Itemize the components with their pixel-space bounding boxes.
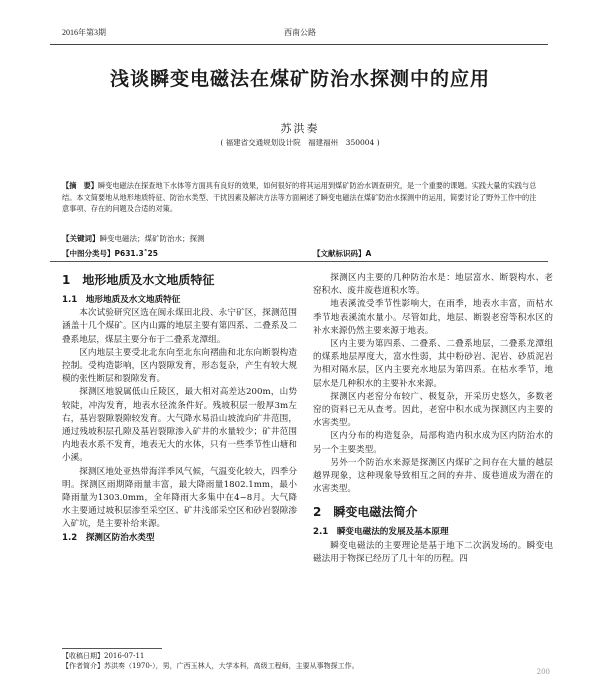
right-column — [313, 272, 553, 566]
paragraph: 区内主要为第四系、二叠系、二叠系地层，二叠系龙潭组的煤系地层厚度大，富水性弱，其中粉砂岩、泥岩、砂质泥岩为相对隔水层，区内主要充水地层为第四系。在枯水季节，地层水是几种积水的主要补水来源。 — [313, 339, 553, 389]
doc-code-value: A — [365, 249, 372, 258]
abstract — [62, 180, 542, 215]
footnote-author-bio: 【作者简介】苏洪奏（1970-），男，广西玉林人，大学本科，高级工程师，主要从事物探工作。 — [62, 662, 359, 670]
running-header-journal: 西南公路 — [284, 28, 316, 37]
keywords-label: 【关键词】 — [62, 234, 100, 243]
abstract-label: 【摘 要】 — [62, 181, 98, 190]
paragraph: 地表溪流受季节性影响大，在雨季，地表水丰富，而枯水季节地表溪流水量小。尽管如此，地层、断裂老窑等积水区的补水来源仍然主要来源于地表。 — [313, 299, 553, 336]
author-affiliation: ( 福建省交通规划设计院 福建福州 350004 ) — [220, 138, 380, 147]
clc-label: 【中图分类号】 — [62, 249, 115, 258]
article-author: 苏洪奏 — [280, 122, 320, 135]
section-1-heading: 1 地形地质及水文地质特征 — [62, 273, 215, 287]
running-header-issue: 2016年第3期 — [62, 28, 106, 37]
footnote-received: 【收稿日期】2016-07-11 — [62, 652, 145, 660]
section-1-2-heading: 1.2 探测区防治水类型 — [62, 532, 155, 543]
doc-code-label: 【文献标识码】 — [313, 249, 366, 258]
footnote-divider — [62, 648, 162, 649]
section-2-1-heading: 2.1 瞬变电磁法的发展及基本原理 — [313, 527, 449, 538]
paragraph: 探测区地貌属低山丘陵区，最大相对高差达200m，山势较陡，冲沟发育，地表水径流条件好。残坡积层一般厚3m左右，基岩裂隙裂隙较发育。大气降水易沿山坡流向矿井范围，通过残坡积层孔隙及基岩裂隙渗入矿井的水量较少；矿井范围内地表水系不发育，地表无大的水体，只有一些季节性山塘和小溪。 — [62, 387, 297, 464]
paragraph: 探测区内老窑分布较广、极复杂，开采历史悠久，多数老窑的资料已无从查考。因此，老窑中积水成为探测区内主要的水害类型。 — [313, 391, 553, 429]
paragraph: 探测区内主要的几种防治水是：地层富水、断裂构水、老窑积水、废井废巷道积水等。 — [313, 273, 553, 297]
left-column — [62, 272, 297, 545]
clc-code — [62, 248, 158, 259]
paragraph: 区内分布的构造复杂，局部构造内积水成为区内防治水的另一个主要类型。 — [313, 431, 553, 455]
paragraph: 本次试验研究区选在闽永煤田北段、永宁矿区，探测范围涵盖十几个煤矿。区内山露的地层主要有第四系、二叠系及二叠系地层，煤层主要分布于二叠系龙潭组。 — [62, 308, 297, 345]
keywords-text: 瞬变电磁法；煤矿防治水；探测 — [99, 234, 205, 243]
article-title: 浅谈瞬变电磁法在煤矿防治水探测中的应用 — [109, 68, 490, 90]
abstract-text: 瞬变电磁法在探查地下水体等方面具有良好的效果，如何很好的将其运用到煤矿防治水调查研究，是一个重要的课题。实践大量的实践与总结。本文简要地从地形地质特征、防治水类型、干扰因素及解决方法等方面阐述了瞬变电磁法在煤矿防治水探测中的运用，简要讨论了野外工作中的注意事项、存在的问题及合适的对策。 — [62, 181, 537, 213]
paragraph: 区内地层主要受北北东向至北东向褶曲和北东向断裂构造控制。受构造影响，区内裂隙发育，形态复杂，产生有较大规模的张性断层和裂隙发育。 — [62, 347, 297, 385]
keywords — [62, 233, 205, 244]
abstract-divider — [50, 261, 548, 262]
clc-value: P631.3˚25 — [114, 249, 158, 258]
paragraph: 探测区地处亚热带海洋季风气候，气温变化较大，四季分明。探测区雨期降雨量丰富，最大降雨量1802.1mm，最小降雨量为1303.0mm，全年降雨大多集中在4~8月。大气降水主要通过坡积层渗至采空区、矿井浅部采空区和砂岩裂隙渗入矿坑，是主要补给来源。 — [62, 466, 297, 530]
paragraph: 另外一个防治水来源是探测区内煤矿之间存在大量的越层越界现象，这种现象导致相互之间的弃井、废巷道成为潜在的水害类型。 — [313, 457, 553, 495]
document-code — [313, 248, 371, 259]
paragraph: 瞬变电磁法的主要理论是基于地下二次涡发场的。瞬变电磁法用于物探已经历了几十年的历程。四 — [313, 540, 553, 564]
page-number: 200 — [536, 668, 550, 676]
section-2-heading: 2 瞬变电磁法简介 — [313, 505, 418, 520]
section-1-1-heading: 1.1 地形地质及水文地质特征 — [62, 295, 181, 305]
header-divider — [50, 44, 548, 45]
